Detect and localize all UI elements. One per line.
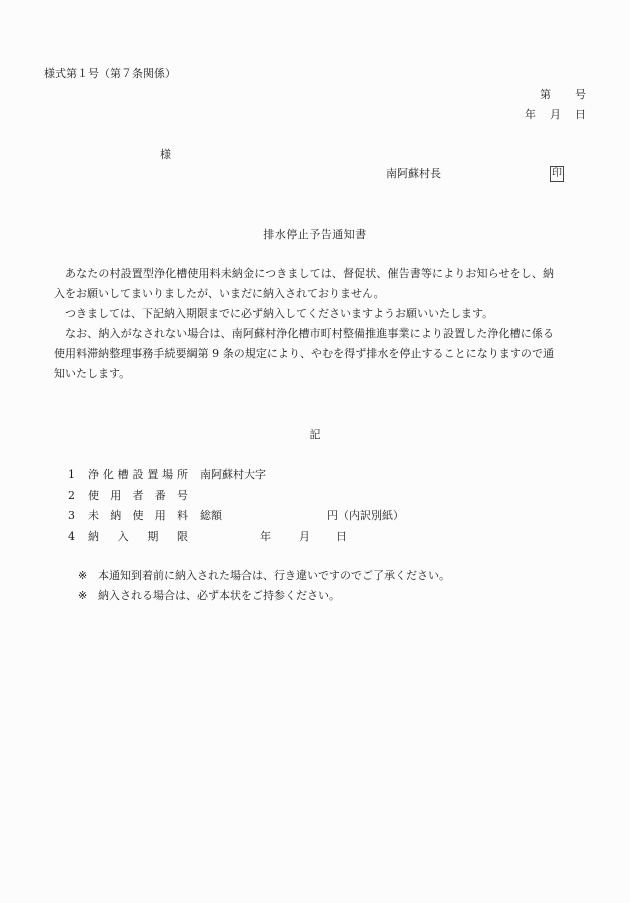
body-paragraph: なお、納入がなされない場合は、南阿蘇村浄化槽市町村整備推進事業により設置した浄化槽に係る使用料滞納整理事務手続要綱第 9 条の規定により、やむを得ず排水を停止することになりますので通知いたします。 — [54, 327, 554, 380]
item-list — [68, 465, 404, 547]
list-item — [68, 465, 404, 486]
note-text: 納入される場合は、必ず本状をご持参ください。 — [98, 589, 340, 602]
reference-mark-icon: ※ — [78, 569, 88, 582]
document-number-prefix: 第 — [540, 88, 551, 101]
body-paragraph: つきましては、下記納入期限までに必ず納入してくださいますようお願いいたします。 — [65, 307, 494, 320]
document-number-suffix: 号 — [575, 88, 586, 101]
document-number — [540, 88, 586, 102]
item-number: 2 — [68, 488, 75, 502]
issue-date — [525, 108, 586, 122]
ki-heading: 記 — [309, 428, 321, 441]
item-value — [200, 506, 404, 527]
amount-prefix: 総額 — [200, 509, 222, 522]
amount-unit: 円（内訳別紙） — [327, 509, 404, 522]
list-item — [68, 506, 404, 527]
item-label: 浄 化 槽 設 置 場 所 — [88, 468, 188, 481]
document-title: 排水停止予告通知書 — [263, 228, 367, 241]
note-item — [78, 586, 450, 606]
seal-icon: 印 — [550, 166, 564, 182]
item-label: 納 入 期 限 — [88, 529, 188, 543]
issue-date-day: 日 — [575, 108, 586, 121]
item-label: 未 納 使 用 料 — [88, 509, 188, 522]
item-value: 南阿蘇村大字 — [200, 468, 266, 481]
sender-name: 南阿蘇村長 — [386, 167, 441, 180]
item-label: 使 用 者 番 号 — [88, 488, 188, 502]
body-text — [54, 264, 554, 384]
due-date: 年 月 日 — [260, 529, 347, 543]
issue-date-month: 月 — [550, 108, 561, 121]
note-text: 本通知到着前に納入された場合は、行き違いですのでご了承ください。 — [98, 569, 450, 582]
item-number: 3 — [68, 509, 75, 522]
note-item — [78, 566, 450, 586]
item-number: 1 — [68, 468, 75, 481]
list-item — [68, 527, 404, 548]
body-paragraph: あなたの村設置型浄化槽使用料未納金につきましては、督促状、催告書等によりお知らせをし、納入をお願いしてまいりましたが、いまだに納入されておりません。 — [54, 267, 554, 300]
item-number: 4 — [68, 529, 75, 543]
notes — [78, 566, 450, 606]
reference-mark-icon: ※ — [78, 589, 88, 602]
recipient-suffix: 様 — [160, 148, 171, 161]
issue-date-year: 年 — [525, 108, 536, 121]
list-item — [68, 486, 404, 507]
form-label: 様式第１号（第７条関係） — [44, 67, 176, 80]
